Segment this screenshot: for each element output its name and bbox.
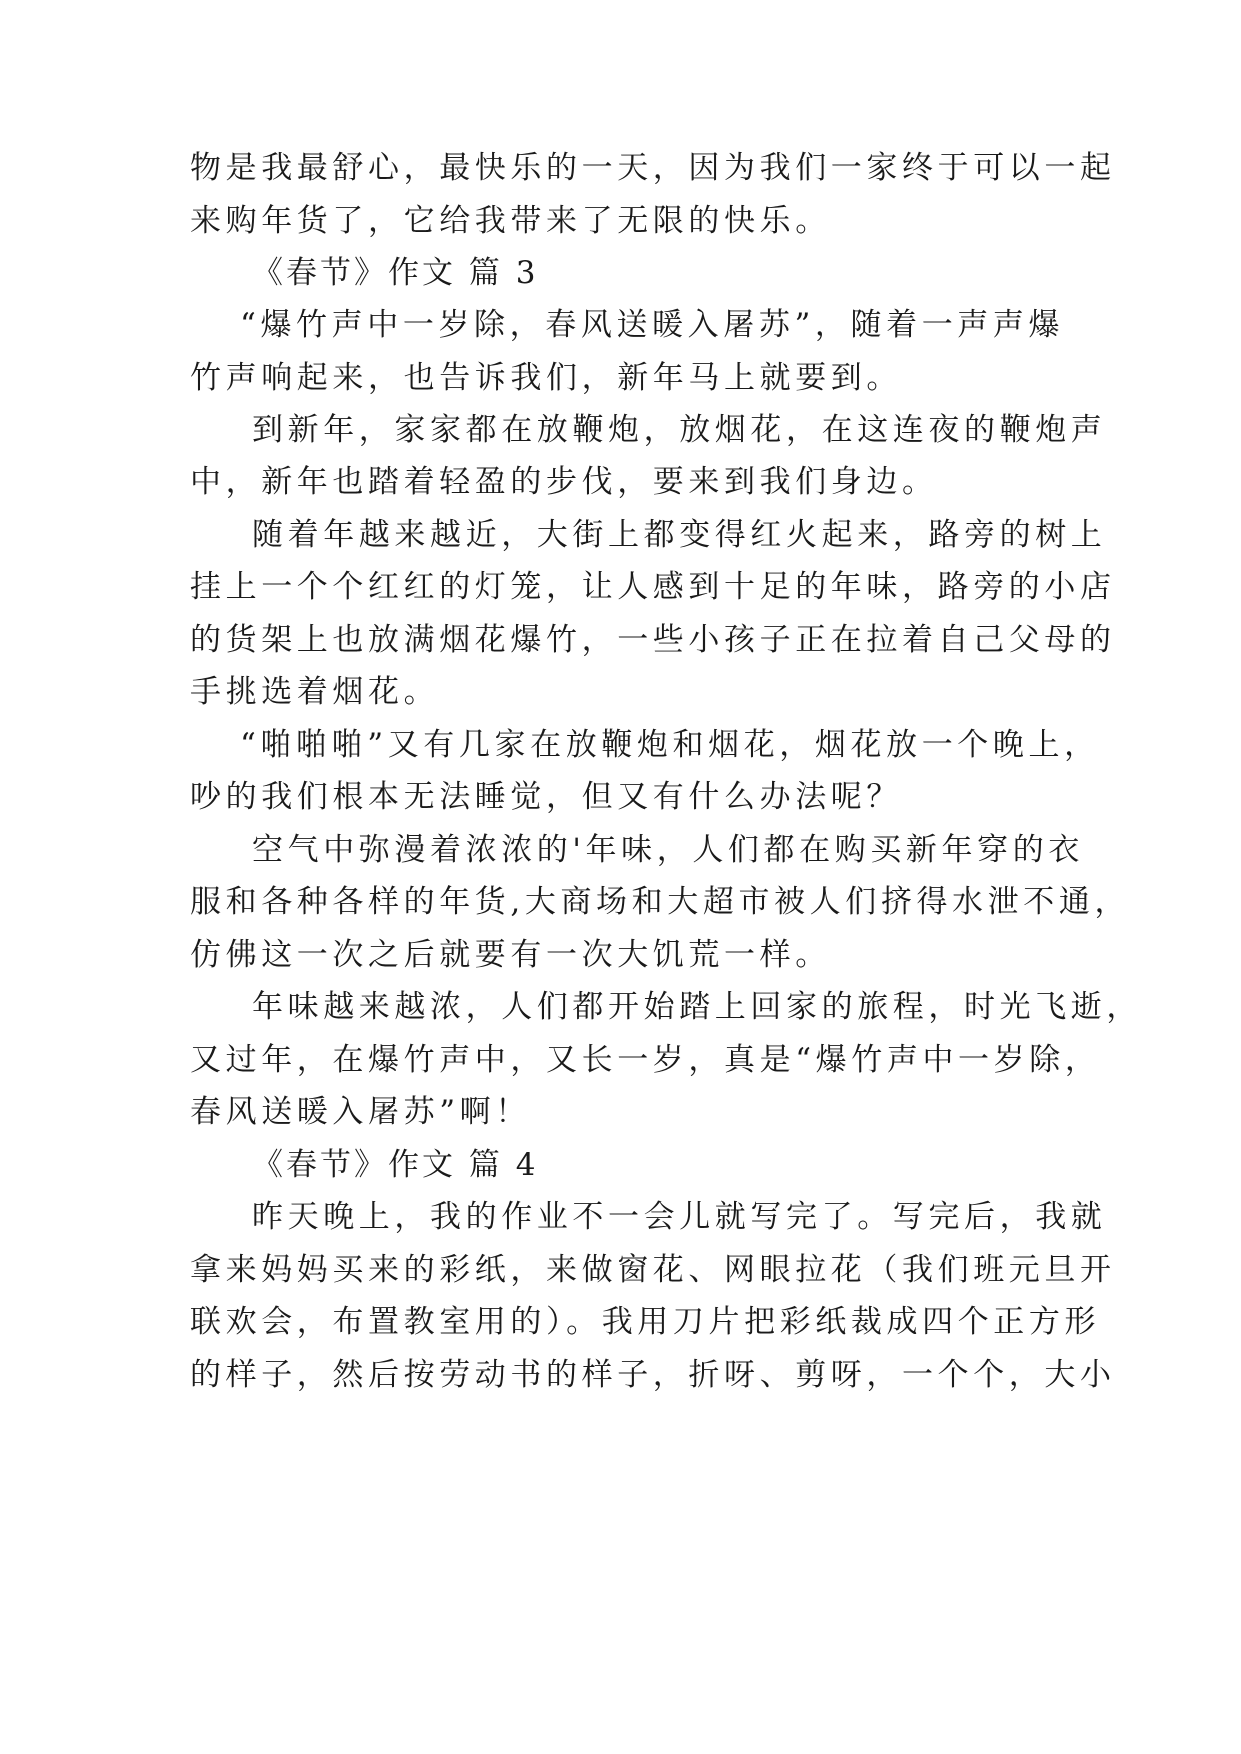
section-heading: 《春节》作文 篇 3 [252,255,539,291]
text-line: 到新年，家家都在放鞭炮，放烟花，在这连夜的鞭炮声 [252,412,1107,448]
text-line: “啪啪啪”又有几家在放鞭炮和烟花，烟花放一个晚上， [240,727,1100,763]
text-line: 随着年越来越近，大街上都变得红火起来，路旁的树上 [252,517,1107,553]
text-line: 又过年，在爆竹声中，又长一岁，真是“爆竹声中一岁除， [190,1042,1101,1078]
text-line: 的样子，然后按劳动书的样子，折呀、剪呀，一个个，大小 [190,1357,1116,1393]
text-line: 拿来妈妈买来的彩纸，来做窗花、网眼拉花（我们班元旦开 [190,1252,1116,1288]
text-line: 竹声响起来，也告诉我们，新年马上就要到。 [190,360,902,396]
text-line: 物是我最舒心，最快乐的一天，因为我们一家终于可以一起 [190,150,1116,186]
text-line: 空气中弥漫着浓浓的'年味，人们都在购买新年穿的衣 [252,832,1084,868]
text-line: 联欢会，布置教室用的）。我用刀片把彩纸裁成四个正方形 [190,1304,1101,1340]
text-line: 来购年货了，它给我带来了无限的快乐。 [190,203,831,239]
text-line: 的货架上也放满烟花爆竹，一些小孩子正在拉着自己父母的 [190,622,1116,658]
text-line: 挂上一个个红红的灯笼，让人感到十足的年味，路旁的小店 [190,569,1116,605]
text-line: 年味越来越浓，人们都开始踏上回家的旅程，时光飞逝， [252,989,1142,1025]
text-line: 吵的我们根本无法睡觉，但又有什么办法呢？ [190,779,902,815]
text-line: “爆竹声中一岁除，春风送暖入屠苏”，随着一声声爆 [240,307,1065,343]
text-line: 中，新年也踏着轻盈的步伐，要来到我们身边。 [190,464,938,500]
text-line: 服和各种各样的年货,大商场和大超市被人们挤得水泄不通， [190,884,1131,920]
text-line: 春风送暖入屠苏”啊！ [190,1094,531,1130]
text-line: 仿佛这一次之后就要有一次大饥荒一样。 [190,937,831,973]
text-line: 手挑选着烟花。 [190,674,440,710]
section-heading: 《春节》作文 篇 4 [252,1147,539,1183]
text-line: 昨天晚上，我的作业不一会儿就写完了。写完后，我就 [252,1199,1107,1235]
